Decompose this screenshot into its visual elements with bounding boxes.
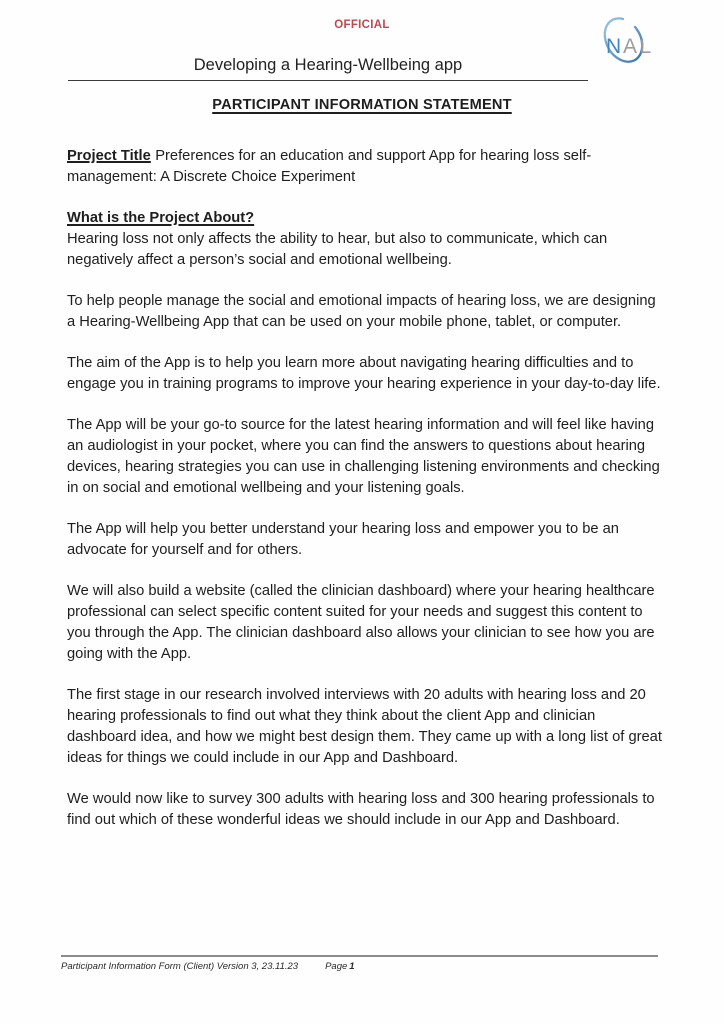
project-title-label: Project Title: [67, 148, 151, 164]
body-paragraph: Hearing loss not only affects the ability to hear, but also to communicate, which can negatively affect a person’s social and emotional wellbeing.: [67, 231, 608, 268]
project-title-text: Preferences for an education and support App for hearing loss self-management: A Discrete Choice Experiment: [67, 148, 592, 185]
footer-page-number: 1: [349, 961, 355, 972]
body-paragraph: To help people manage the social and emotional impacts of hearing loss, we are designing a Hearing-Wellbeing App that can be used on your mobile phone, tablet, or computer.: [67, 293, 656, 330]
body-paragraph: The aim of the App is to help you learn more about navigating hearing difficulties and to engage you in training programs to improve your hearing experience in your day-to-day life.: [67, 355, 661, 392]
nal-logo-n: N: [606, 35, 622, 58]
body-paragraph: The App will help you better understand your hearing loss and empower you to be an advocate for yourself and for others.: [67, 521, 619, 558]
body-paragraph: The first stage in our research involved interviews with 20 adults with hearing loss and 20 hearing professionals to find out what they think about the client App and clinician dashboard idea, and how we might best design them. They came up with a long list of great ideas for things we could include in our App and Dashboard.: [67, 687, 662, 766]
body-paragraph: We will also build a website (called the clinician dashboard) where your hearing healthcare professional can select specific content suited for your needs and suggest this content to you through the App. The clinician dashboard also allows your clinician to see how you are going with the App.: [67, 583, 655, 662]
classification-banner: OFFICIAL: [334, 19, 390, 31]
nal-logo: [594, 16, 660, 68]
body-paragraph: We would now like to survey 300 adults with hearing loss and 300 hearing professionals to find out which of these wonderful ideas we should include in our App and Dashboard.: [67, 791, 655, 828]
body-paragraph: The App will be your go-to source for the latest hearing information and will feel like having an audiologist in your pocket, where you can find the answers to questions about hearing devices, hearing strategies you can use in challenging listening environments and checking in on social and emotional wellbeing and your listening goals.: [67, 417, 660, 496]
section-heading: What is the Project About?: [67, 210, 255, 226]
project-title-paragraph: [67, 146, 662, 188]
footer-page-label: Page: [325, 961, 348, 972]
page-footer: [61, 955, 658, 972]
footer-version-text: Participant Information Form (Client) Version 3, 23.11.23: [61, 961, 299, 972]
nal-logo-graphic: [594, 16, 660, 68]
document-title: Developing a Hearing-Wellbeing app: [68, 56, 588, 81]
nal-logo-al: AL: [623, 35, 654, 58]
document-body: [0, 146, 724, 831]
statement-heading: PARTICIPANT INFORMATION STATEMENT: [212, 97, 512, 113]
